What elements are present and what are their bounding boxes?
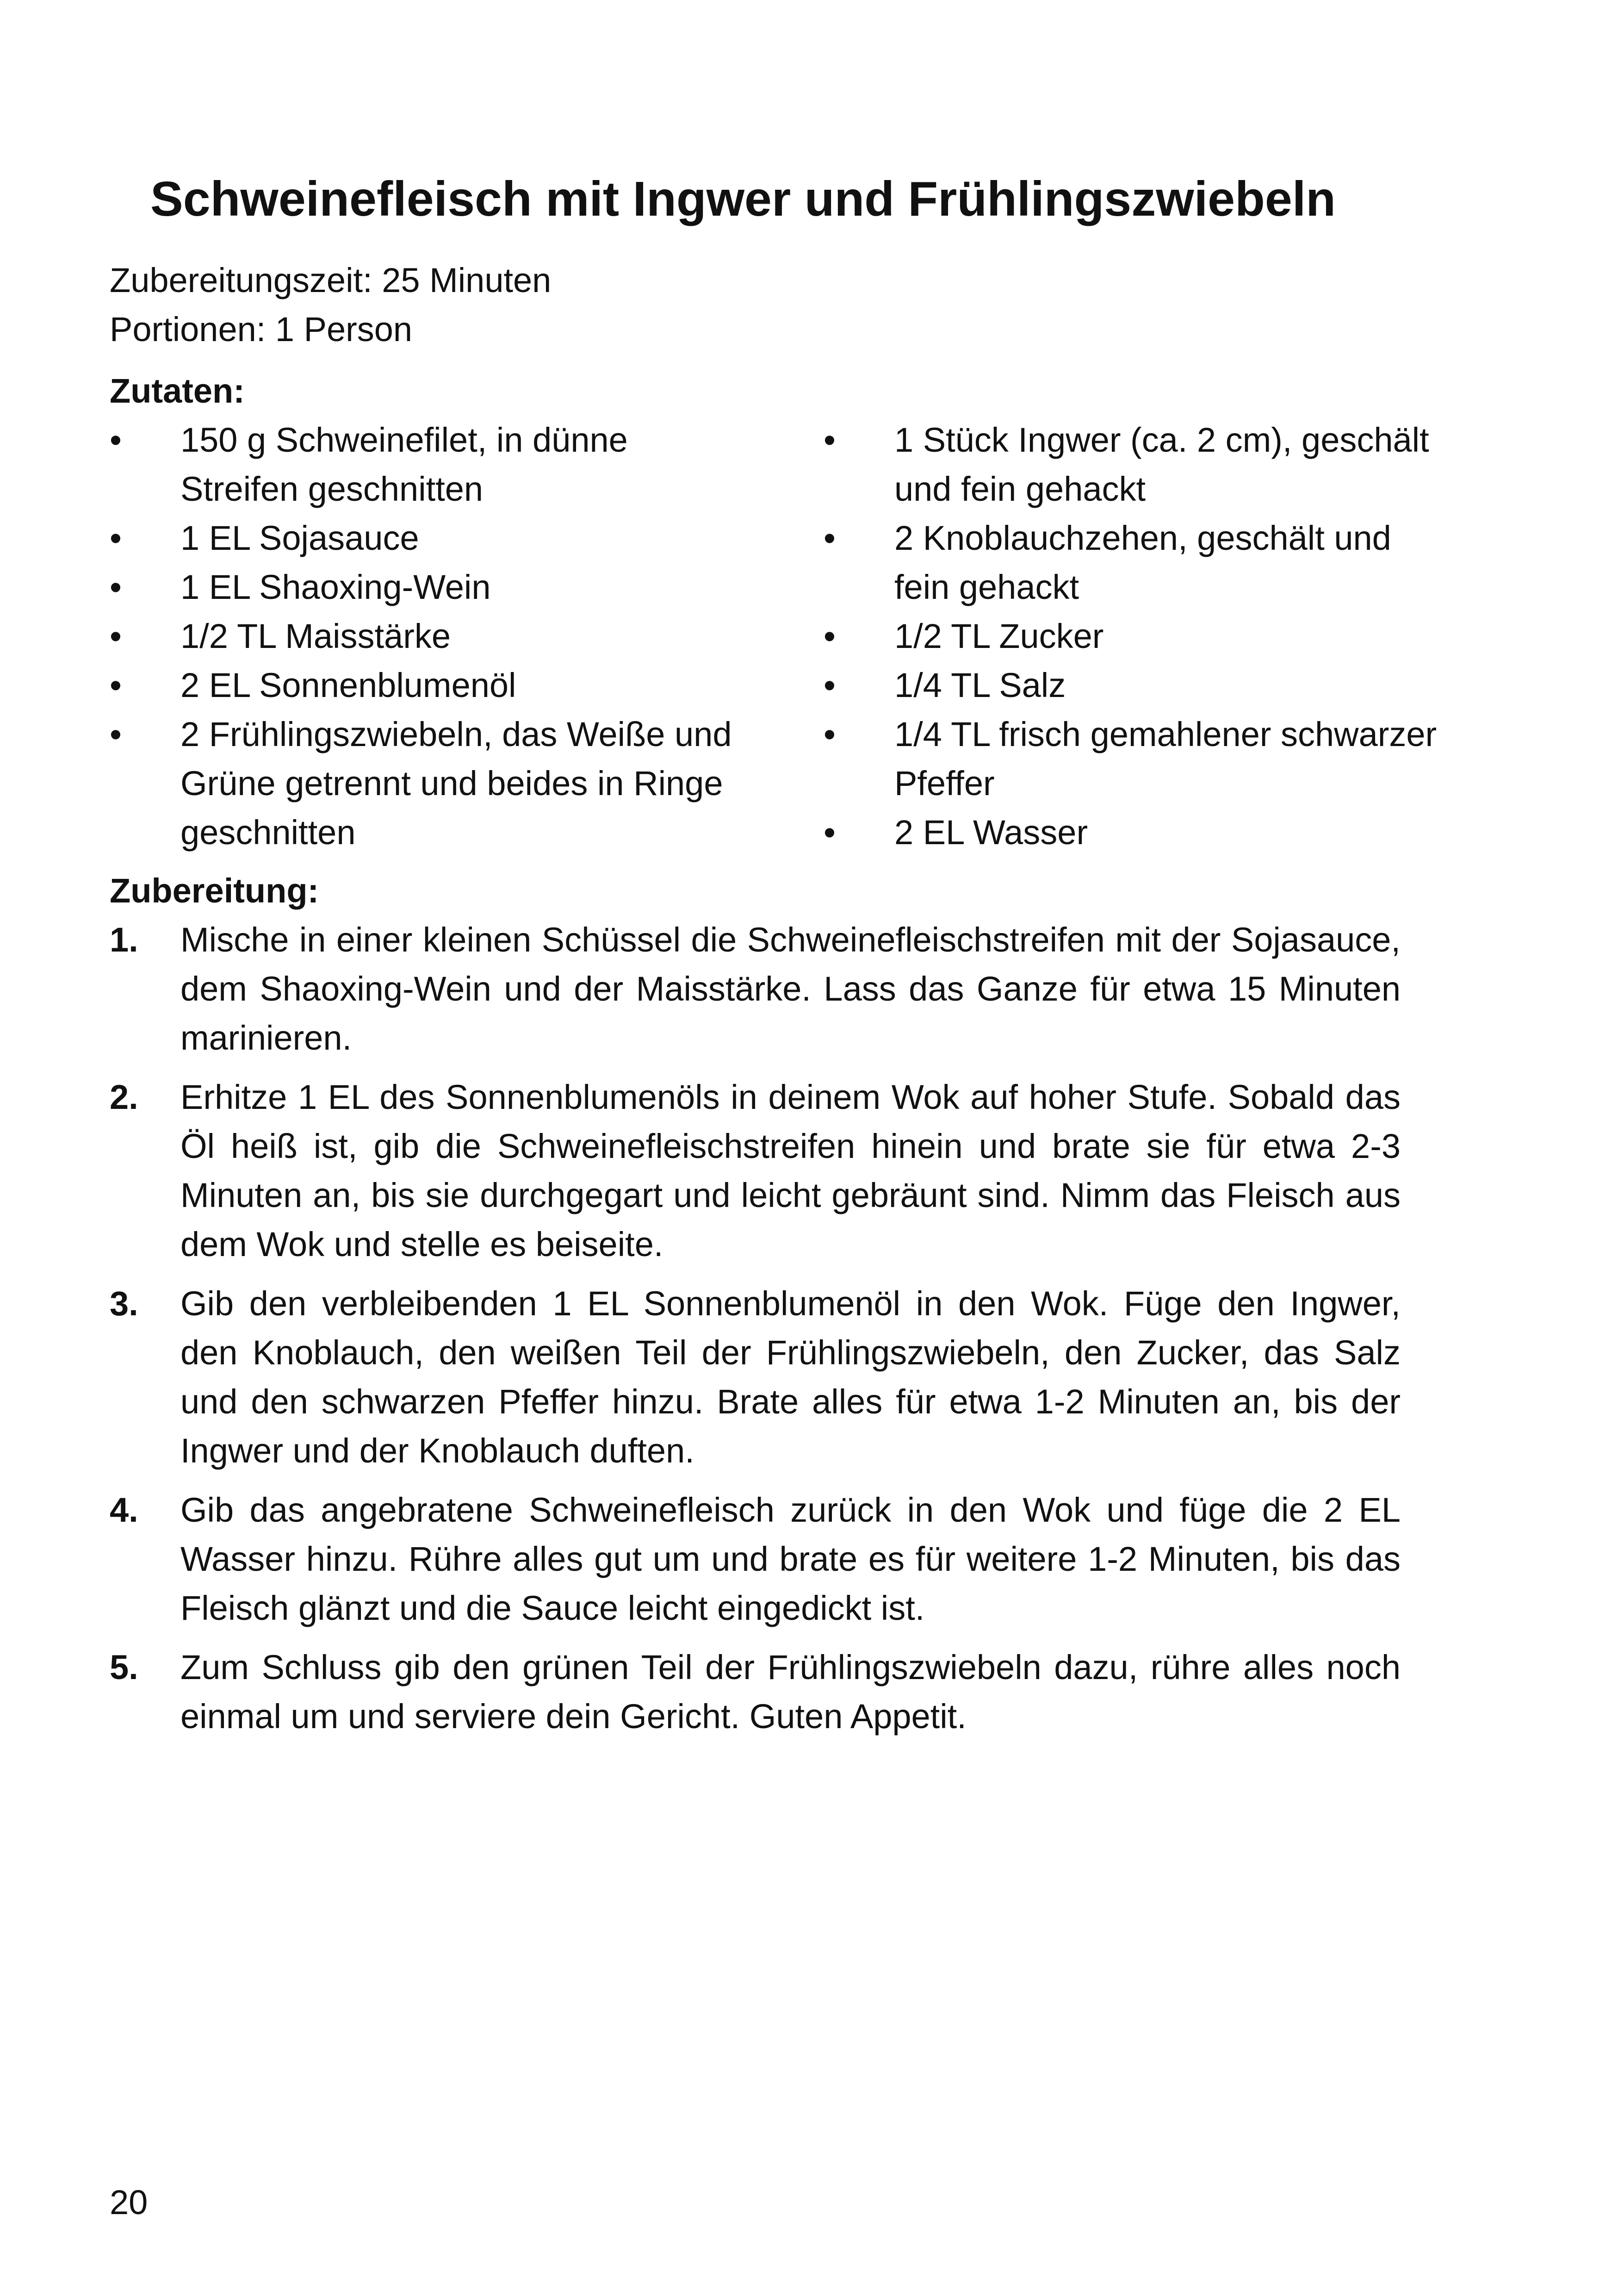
step-text: Erhitze 1 EL des Sonnenblumenöls in deinem Wok auf hoher Stufe. Sobald das Öl heiß ist, gib die Schweinefleischstreifen hinein und brate sie für etwa 2-3 Minuten an, bis sie durchgegart und leicht gebräunt sind. Nimm das Fleisch aus dem Wok und stelle es beiseite. bbox=[180, 1078, 1401, 1263]
step-number: 3. bbox=[110, 1284, 138, 1323]
bullet-icon: • bbox=[824, 715, 836, 753]
ingredient-item bbox=[110, 416, 739, 514]
bullet-icon: • bbox=[824, 421, 836, 459]
ingredients-list-left bbox=[110, 416, 739, 857]
step-text: Zum Schluss gib den grünen Teil der Frühlingszwiebeln dazu, rühre alles noch einmal um und serviere dein Gericht. Guten Appetit. bbox=[180, 1648, 1401, 1736]
ingredient-text: 2 Frühlingszwiebeln, das Weiße und Grüne getrennt und beides in Ringe geschnitten bbox=[180, 715, 732, 852]
ingredient-item bbox=[824, 612, 1453, 661]
step-item bbox=[110, 1486, 1401, 1633]
bullet-icon: • bbox=[110, 568, 122, 606]
ingredient-text: 1/2 TL Zucker bbox=[894, 617, 1104, 655]
ingredient-text: 1 EL Sojasauce bbox=[180, 519, 419, 557]
ingredient-item bbox=[110, 612, 739, 661]
step-item bbox=[110, 1643, 1401, 1741]
step-number: 1. bbox=[110, 921, 138, 959]
recipe-title: Schweinefleisch mit Ingwer und Frühlingszwiebeln bbox=[150, 172, 1336, 226]
step-number: 5. bbox=[110, 1648, 138, 1686]
step-number: 2. bbox=[110, 1078, 138, 1116]
step-item bbox=[110, 915, 1401, 1063]
bullet-icon: • bbox=[824, 617, 836, 655]
prep-time: Zubereitungszeit: 25 Minuten bbox=[110, 261, 552, 299]
page-number: 20 bbox=[110, 2183, 148, 2221]
bullet-icon: • bbox=[824, 813, 836, 852]
bullet-icon: • bbox=[110, 715, 122, 753]
step-item bbox=[110, 1279, 1401, 1475]
step-text: Mische in einer kleinen Schüssel die Schweinefleischstreifen mit der Sojasauce, dem Shaoxing-Wein und der Maisstärke. Lass das Ganze für etwa 15 Minuten marinieren. bbox=[180, 921, 1401, 1057]
bullet-icon: • bbox=[110, 519, 122, 557]
ingredient-item bbox=[824, 710, 1453, 808]
ingredient-text: 2 EL Wasser bbox=[894, 813, 1088, 852]
bullet-icon: • bbox=[824, 519, 836, 557]
ingredient-text: 1 EL Shaoxing-Wein bbox=[180, 568, 491, 606]
ingredient-item bbox=[824, 808, 1453, 857]
ingredient-item bbox=[110, 661, 739, 710]
bullet-icon: • bbox=[110, 666, 122, 704]
ingredient-item bbox=[824, 416, 1453, 514]
ingredient-text: 150 g Schweinefilet, in dünne Streifen geschnitten bbox=[180, 421, 628, 508]
ingredient-text: 1 Stück Ingwer (ca. 2 cm), geschält und fein gehackt bbox=[894, 421, 1429, 508]
ingredient-text: 1/4 TL Salz bbox=[894, 666, 1066, 704]
step-text: Gib den verbleibenden 1 EL Sonnenblumenöl in den Wok. Füge den Ingwer, den Knoblauch, den weißen Teil der Frühlingszwiebeln, den Zucker, das Salz und den schwarzen Pfeffer hinzu. Brate alles für etwa 1-2 Minuten an, bis der Ingwer und der Knoblauch duften. bbox=[180, 1284, 1401, 1470]
ingredient-item bbox=[110, 514, 739, 563]
ingredient-item bbox=[110, 563, 739, 612]
step-item bbox=[110, 1073, 1401, 1269]
portions: Portionen: 1 Person bbox=[110, 310, 413, 348]
bullet-icon: • bbox=[110, 617, 122, 655]
preparation-steps bbox=[110, 915, 1401, 1751]
ingredient-text: 2 EL Sonnenblumenöl bbox=[180, 666, 516, 704]
ingredient-item bbox=[110, 710, 739, 857]
step-number: 4. bbox=[110, 1491, 138, 1529]
step-text: Gib das angebratene Schweinefleisch zurück in den Wok und füge die 2 EL Wasser hinzu. Rühre alles gut um und brate es für weitere 1-2 Minuten, bis das Fleisch glänzt und die Sauce leicht eingedickt ist. bbox=[180, 1491, 1401, 1627]
ingredients-list-right bbox=[824, 416, 1453, 857]
ingredient-item bbox=[824, 661, 1453, 710]
ingredient-text: 1/2 TL Maisstärke bbox=[180, 617, 451, 655]
preparation-heading: Zubereitung: bbox=[110, 871, 319, 910]
ingredient-text: 1/4 TL frisch gemahlener schwarzer Pfeffer bbox=[894, 715, 1437, 803]
ingredient-item bbox=[824, 514, 1453, 612]
ingredients-heading: Zutaten: bbox=[110, 372, 245, 410]
ingredient-text: 2 Knoblauchzehen, geschält und fein gehackt bbox=[894, 519, 1391, 606]
bullet-icon: • bbox=[110, 421, 122, 459]
bullet-icon: • bbox=[824, 666, 836, 704]
